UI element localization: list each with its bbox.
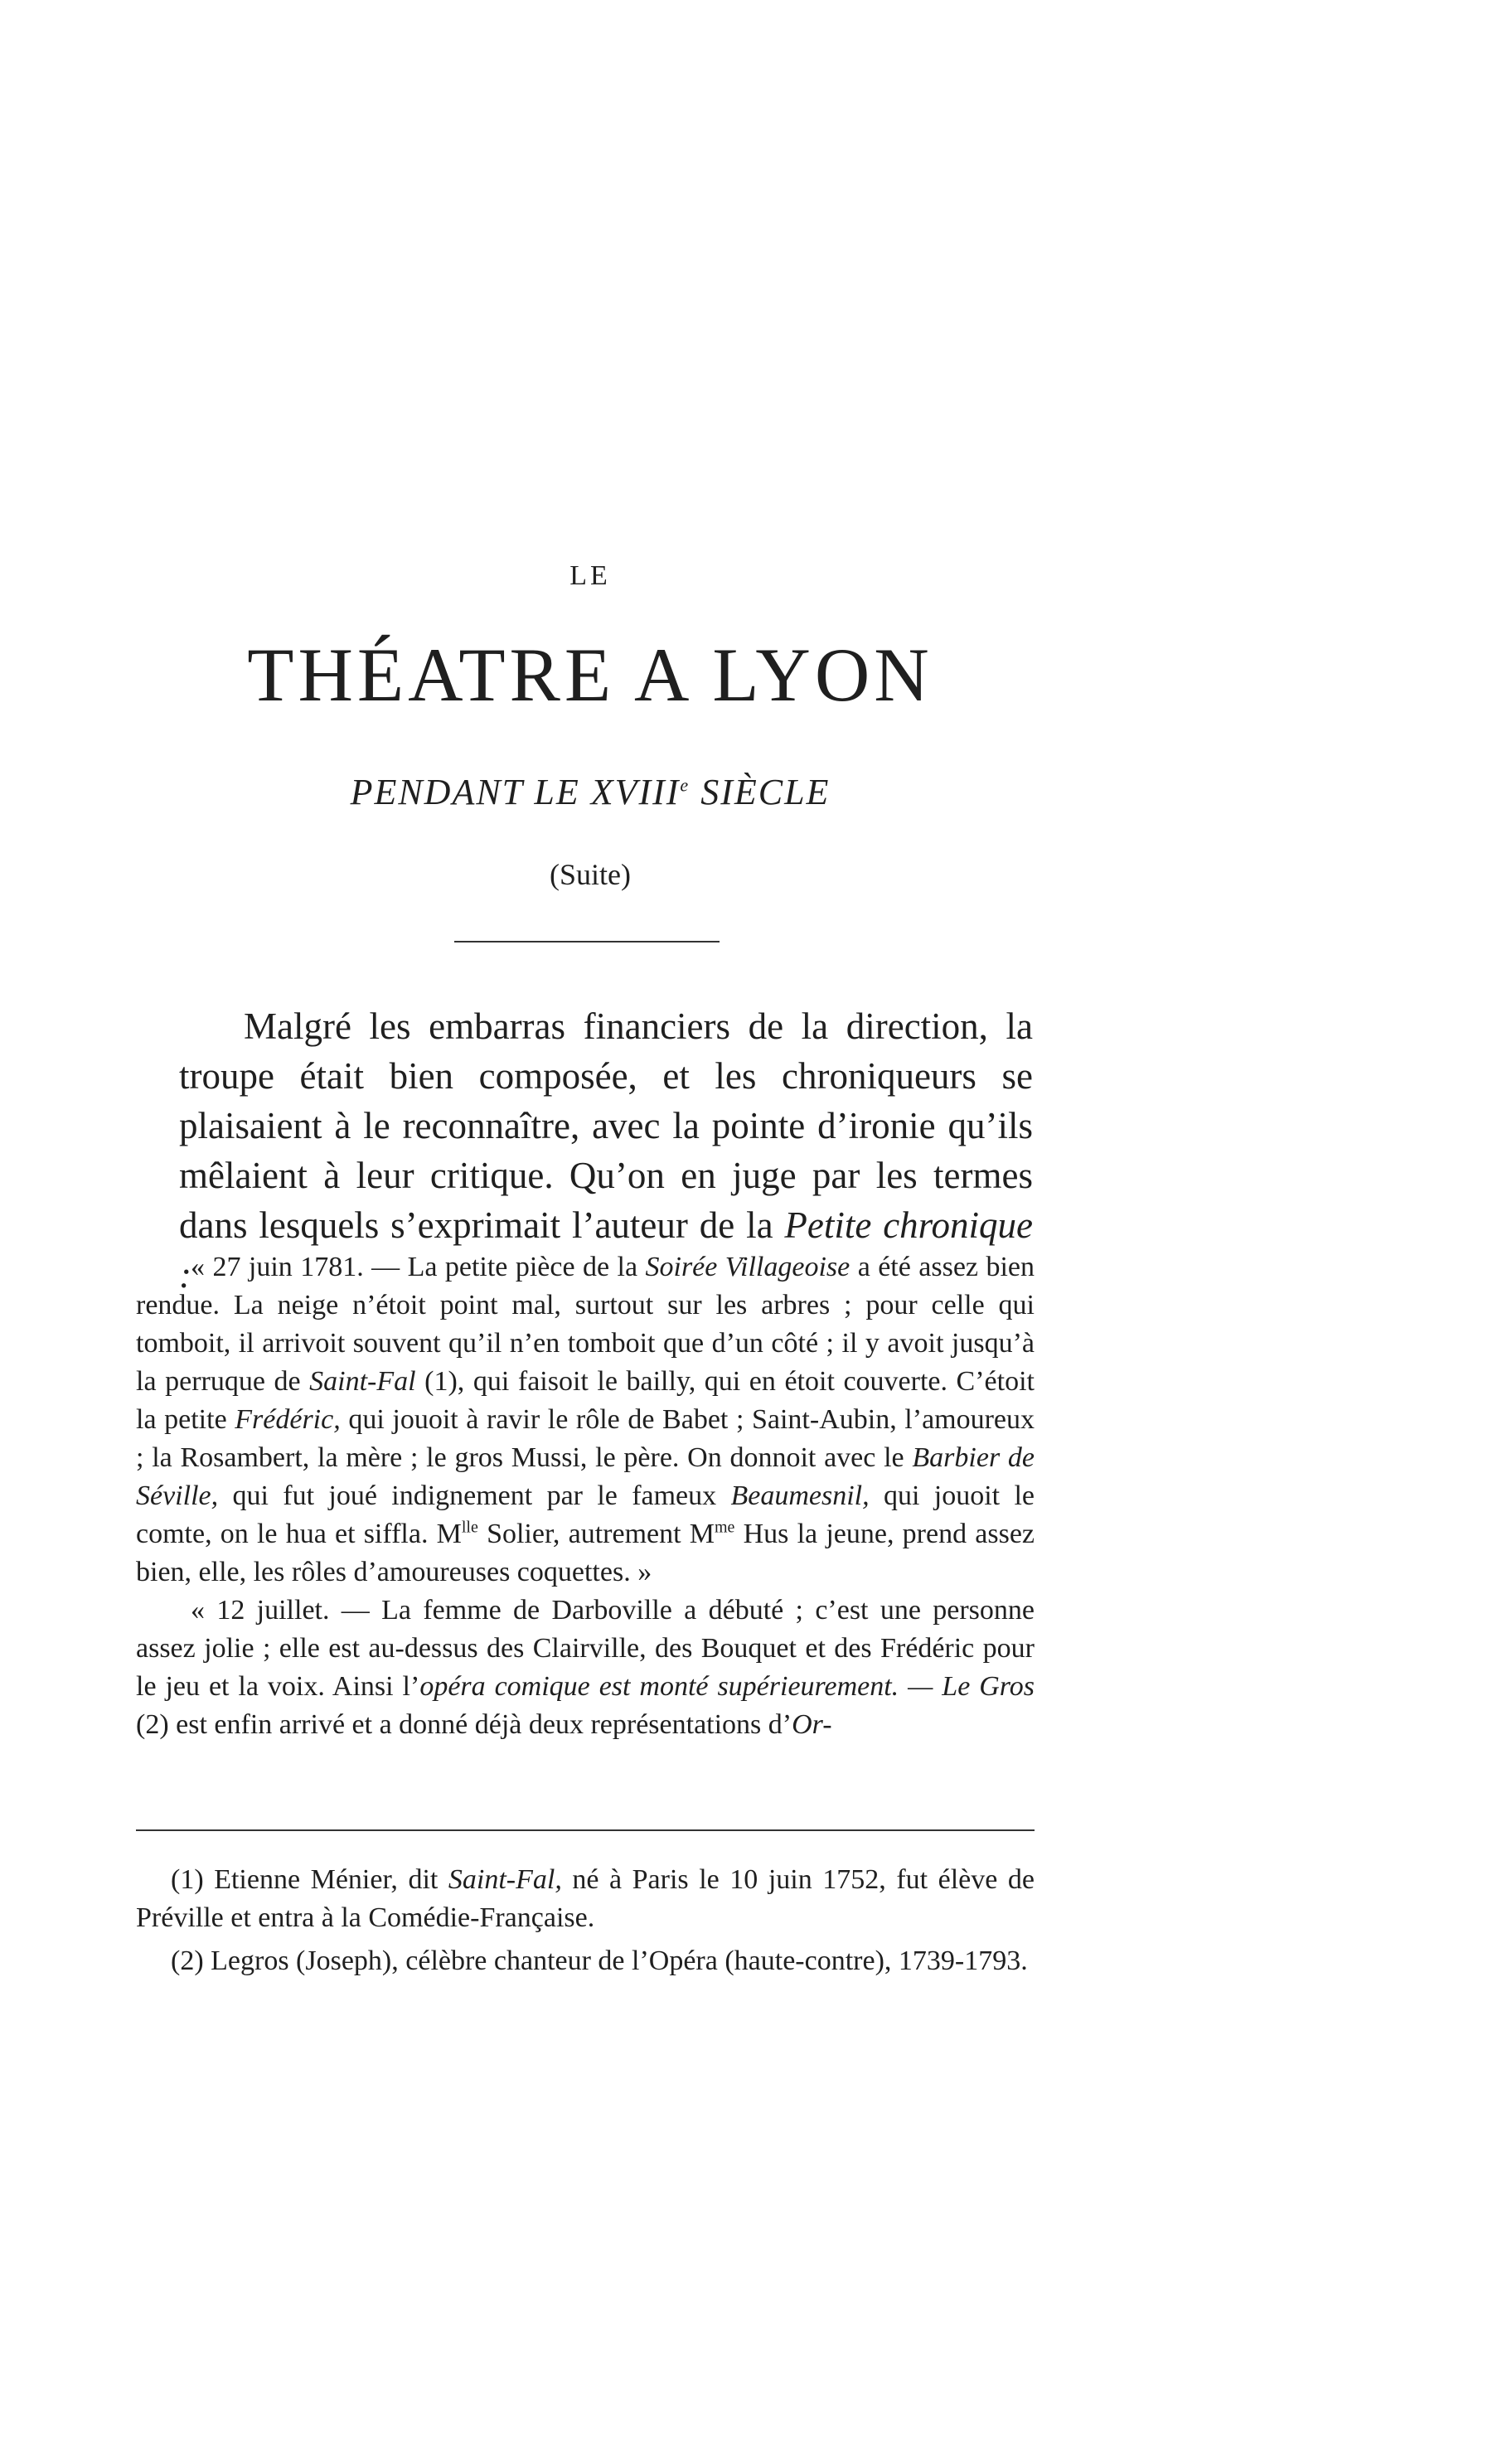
- quote-text: (2) est enfin arrivé et a donné déjà deux représentations d’: [136, 1709, 792, 1740]
- footnote-italic: Saint-Fal,: [448, 1864, 562, 1895]
- quotations: [136, 1248, 1035, 1744]
- quote-paragraph-1: [136, 1248, 1035, 1592]
- quote-paragraph-2: [136, 1592, 1035, 1744]
- footnote-text: (1) Etienne Ménier, dit: [171, 1864, 439, 1895]
- quote-italic: Barbier de Séville,: [136, 1442, 1035, 1511]
- title-divider: [454, 941, 720, 942]
- quote-superscript: me: [714, 1518, 735, 1537]
- quote-text: (1), qui faisoit le bailly, qui en étoit couverte. C’étoit la petite: [136, 1366, 1035, 1435]
- footnote-divider: [136, 1829, 1035, 1831]
- quote-italic: Soirée Villageoise: [645, 1252, 850, 1282]
- quote-text: qui fut joué indignement par le fameux: [232, 1480, 717, 1511]
- quote-text: qui jouoit à ravir le rôle de Babet ; Saint-Aubin, l’amoureux ; la Rosambert, la mère ; le gros Mussi, le père. On donnoit avec le: [136, 1404, 1035, 1473]
- subtitle-end: SIÈCLE: [700, 772, 831, 812]
- article-kicker: LE: [569, 560, 611, 591]
- intro-text: Malgré les embarras financiers de la direction, la troupe était bien composée, et les chroniqueurs se plaisaient à le reconnaître, avec la pointe d’ironie qu’ils mêlaient à leur critique. Qu’on en juge par les termes dans lesquels s’exprimait l’auteur de la: [179, 1005, 1033, 1246]
- quote-superscript: lle: [461, 1518, 478, 1537]
- intro-italic: Petite chronique :: [179, 1204, 1033, 1296]
- subtitle-superscript: e: [680, 774, 691, 796]
- footnote-text: né à Paris le 10 juin 1752, fut élève de Préville et entra à la Comédie-Française.: [136, 1864, 1035, 1933]
- quote-text: Solier, autrement M: [487, 1519, 715, 1549]
- footnote-2: (2) Legros (Joseph), célèbre chanteur de l’Opéra (haute-contre), 1739-1793.: [171, 1945, 1028, 1976]
- article-title: THÉATRE A LYON: [247, 632, 933, 717]
- quote-text: a été assez bien rendue. La neige n’étoit point mal, surtout sur les arbres ; pour celle qui tomboit, il arrivoit souvent qu’il n’en tomboit que d’un côté ; il y avoit jusqu’à la perruque de: [136, 1252, 1035, 1397]
- footnotes: [136, 1861, 1035, 1985]
- quote-italic: Saint-Fal: [309, 1366, 416, 1397]
- quote-text: « 12 juillet. — La femme de Darboville a débuté ; c’est une personne assez jolie ; elle est au-dessus des Clairville, des Bouquet et des Frédéric pour le jeu et la voix. Ainsi l’: [136, 1595, 1035, 1702]
- article-subtitle: [0, 771, 1180, 813]
- quote-text: qui jouoit le comte, on le hua et siffla. M: [136, 1480, 1035, 1549]
- quote-italic: opéra comique est monté supérieurement. — Le Gros: [419, 1671, 1035, 1702]
- article-suite-label: (Suite): [550, 858, 631, 891]
- quote-text: Hus la jeune, prend assez bien, elle, les rôles d’amoureuses coquettes. »: [136, 1519, 1035, 1587]
- quote-italic: Frédéric,: [235, 1404, 341, 1435]
- footnote-1: [136, 1861, 1035, 1937]
- quote-italic: Or-: [792, 1709, 832, 1740]
- quote-italic: Beaumesnil,: [730, 1480, 870, 1511]
- subtitle-main: PENDANT LE XVIII: [350, 772, 681, 812]
- quote-text: « 27 juin 1781. — La petite pièce de la: [191, 1252, 638, 1282]
